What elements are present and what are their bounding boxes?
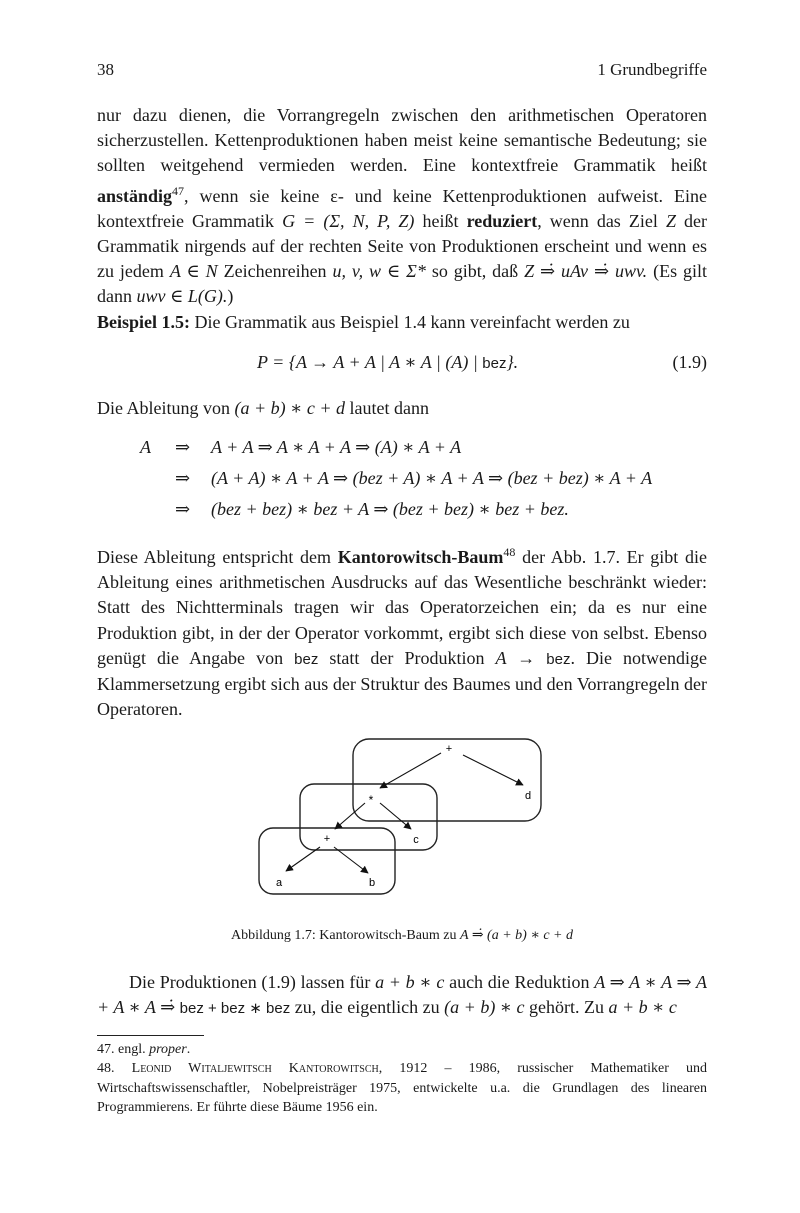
tree-paragraph: Diese Ableitung entspricht dem Kantorowitsch-Baum$^{48}$ der Abb. 1.7. Er gibt die Ableitung eines arithmetischen Ausdrucks auf das Wesentliche beschränkt wieder: Statt des Nichtterminals tragen wir das Operatorzeichen ein; da es nur eine Produktion gibt, in der der Operator vorkommt, ergibt sich diese von selbst. Ebenso genügt die Angabe von bez statt der Produktion A → bez. Die notwendige Klammersetzung ergibt sich aus der Struktur des Baumes und den Vorrangregeln der Operatoren. bbox=[97, 545, 708, 720]
person-name: Leonid Witaljewitsch Kantorowitsch bbox=[131, 1061, 379, 1076]
equation-number: (1.9) bbox=[672, 352, 707, 372]
leaf-b: b bbox=[368, 877, 376, 889]
figure-caption: Abbildung 1.7: Kantorowitsch-Baum zu A ⇒̇ (a + b) ∗ c + d bbox=[230, 928, 573, 943]
kantorowitsch-tree-diagram bbox=[258, 738, 543, 896]
productions-paragraph: Die Produktionen (1.9) lassen für a + b ∗ c auch die Reduktion A ⇒ A ∗ A ⇒ A + A ∗ A ⇒̇ bez + bez ∗ bez zu, die eigentlich zu (a + b) ∗ c gehört. Zu a + b ∗ c bbox=[97, 972, 708, 1018]
derivation-block bbox=[140, 437, 700, 530]
chapter-title: 1 Grundbegriffe bbox=[597, 60, 707, 79]
derivation-row: A ⇒ A + A ⇒ A ∗ A + A ⇒ (A) ∗ A + A bbox=[140, 437, 462, 457]
edge-inner-b bbox=[334, 847, 368, 873]
footnote-ref-48: 48 bbox=[503, 545, 516, 559]
running-header bbox=[97, 60, 707, 86]
leaf-a: a bbox=[275, 877, 283, 889]
term-anstaendig: anständig bbox=[97, 185, 173, 206]
footnote-48: 48. Leonid Witaljewitsch Kantorowitsch, 1912 – 1986, russischer Mathematiker und Wirtschaftswissenschaftler, Nobelpreisträger 1975, entwickelte u.a. die Grundlagen des linearen Programmierens. Er führte diese Bäume 1956 ein. bbox=[97, 1061, 708, 1115]
edge-root-d bbox=[463, 755, 523, 785]
edge-mul-inner bbox=[335, 803, 365, 829]
intro-paragraph: nur dazu dienen, die Vorrangregeln zwischen den arithmetischen Operatoren sicherzustellen. Kettenproduktionen haben meist keine semantische Bedeutung; sie sollten weitgehend vermieden werden. Eine kontextfreie Grammatik heißt anständig$^{47}$, wenn sie keine ε- und keine Kettenproduktionen aufweist. Eine kontextfreie Grammatik G = (Σ, N, P, Z) heißt reduziert, wenn das Ziel Z der Grammatik nirgends auf der rechten Seite von Produktionen erscheint und wenn es zu jedem A ∈ N Zeichenreihen u, v, w ∈ Σ* so gibt, daß Z ⇒̇ uAv ⇒̇ uwv. (Es gilt dann uwv ∈ L(G).) bbox=[97, 105, 708, 307]
leaf-d: d bbox=[524, 790, 532, 802]
example-heading: Beispiel 1.5: Die Grammatik aus Beispiel 1.4 kann vereinfacht werden zu bbox=[97, 312, 630, 332]
formula-1-9: P = {A → A + A | A ∗ A | (A) | bez}. (1.9) bbox=[257, 352, 707, 372]
example-label: Beispiel 1.5: bbox=[97, 312, 190, 332]
edge-root-mul bbox=[380, 753, 441, 788]
footnote-ref-47: 47 bbox=[172, 183, 185, 198]
footnote-rule bbox=[97, 1035, 204, 1036]
page-number: 38 bbox=[97, 60, 114, 79]
node-mul: * bbox=[368, 793, 374, 807]
derivation-intro: Die Ableitung von (a + b) ∗ c + d lautet dann bbox=[97, 398, 429, 418]
derivation-row: ⇒ (A + A) ∗ A + A ⇒ (bez + A) ∗ A + A ⇒ (bez + bez) ∗ A + A bbox=[175, 468, 653, 488]
node-root-plus: + bbox=[445, 743, 453, 755]
edge-inner-a bbox=[286, 847, 320, 871]
derivation-row: ⇒ (bez + bez) ∗ bez + A ⇒ (bez + bez) ∗ bez + bez. bbox=[175, 499, 569, 519]
node-inner-plus: + bbox=[323, 833, 331, 845]
edge-mul-c bbox=[380, 803, 411, 829]
term-reduziert: reduziert bbox=[466, 210, 538, 231]
leaf-c: c bbox=[413, 834, 419, 846]
term-kantorowitsch-baum: Kantorowitsch-Baum bbox=[337, 547, 504, 567]
footnote-47: 47. engl. proper. bbox=[97, 1042, 191, 1057]
